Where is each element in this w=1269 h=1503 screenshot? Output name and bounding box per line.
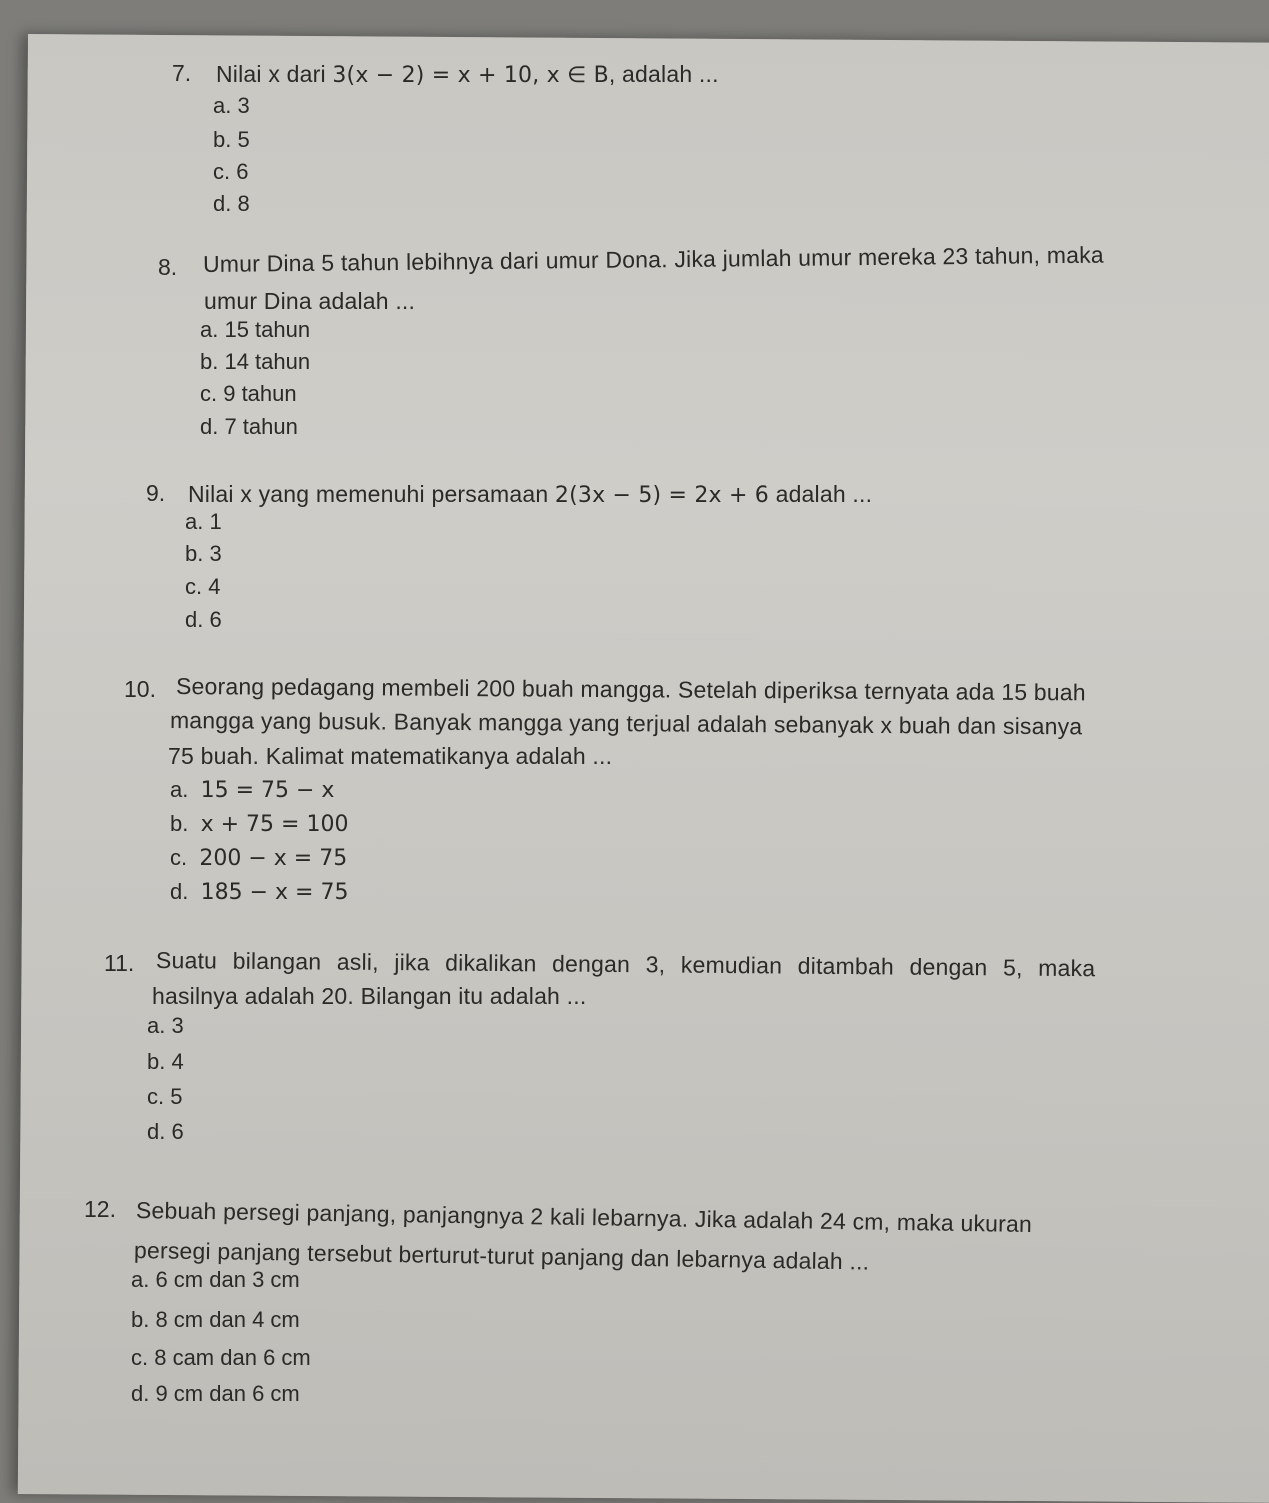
- option-equation: 15 = 75 − x: [200, 778, 335, 803]
- question-number: 12.: [84, 1196, 116, 1222]
- question-text: [188, 480, 872, 510]
- option-c: c. 9 tahun: [200, 381, 297, 406]
- question-text-part: adalah ...: [768, 481, 873, 507]
- option-b: [170, 810, 348, 839]
- question-text-line-2: mangga yang busuk. Banyak mangga yang terjual adalah sebanyak x buah dan sisanya: [169, 707, 1083, 740]
- option-a: a. 3: [213, 93, 250, 118]
- option-a: a. 6 cm dan 3 cm: [131, 1267, 300, 1292]
- option-b: b. 3: [185, 541, 222, 566]
- question-number: 7.: [172, 60, 192, 86]
- question-text-line-3: 75 buah. Kalimat matematikanya adalah ...: [168, 743, 613, 769]
- option-d: d. 7 tahun: [200, 414, 298, 439]
- option-label: a.: [170, 777, 189, 802]
- question-number: 11.: [104, 950, 135, 976]
- question-text-line-2: umur Dina adalah ...: [204, 288, 416, 314]
- option-c: [170, 844, 347, 873]
- option-label: d.: [170, 879, 189, 904]
- option-b: b. 8 cm dan 4 cm: [131, 1307, 300, 1332]
- equation: 3(x − 2) = x + 10, x ∈ B: [332, 63, 609, 88]
- option-d: [170, 878, 348, 907]
- option-a: a. 3: [147, 1013, 184, 1038]
- question-text-part: Nilai x dari: [216, 61, 333, 87]
- option-d: d. 6: [147, 1119, 184, 1144]
- option-c: c. 4: [185, 574, 221, 599]
- question-text-line-1: Umur Dina 5 tahun lebihnya dari umur Dona. Jika jumlah umur mereka 23 tahun, maka: [202, 241, 1104, 277]
- option-label: c.: [170, 845, 188, 870]
- option-c: c. 5: [147, 1084, 183, 1109]
- option-equation: x + 75 = 100: [200, 812, 349, 837]
- question-text-line-2: hasilnya adalah 20. Bilangan itu adalah ...: [152, 983, 587, 1009]
- question-text-line-1: Suatu bilangan asli, jika dikalikan dengan 3, kemudian ditambah dengan 5, maka: [155, 947, 1096, 982]
- option-c: c. 8 cam dan 6 cm: [131, 1345, 311, 1370]
- option-a: a. 15 tahun: [200, 317, 311, 342]
- option-equation: 200 − x = 75: [199, 846, 348, 871]
- question-text: [216, 60, 719, 90]
- question-number: 9.: [146, 480, 166, 506]
- question-text-part: Nilai x yang memenuhi persamaan: [188, 481, 555, 507]
- equation: 2(3x − 5) = 2x + 6: [554, 483, 769, 508]
- option-c: c. 6: [213, 159, 249, 184]
- question-text-line-1: Seorang pedagang membeli 200 buah mangga. Setelah diperiksa ternyata ada 15 buah: [175, 673, 1086, 706]
- question-text-part: , adalah ...: [608, 61, 719, 87]
- option-b: b. 4: [147, 1049, 184, 1074]
- option-b: b. 14 tahun: [200, 349, 311, 374]
- question-number: 8.: [158, 254, 178, 280]
- question-text-line-1: Sebuah persegi panjang, panjangnya 2 kali lebarnya. Jika adalah 24 cm, maka ukuran: [135, 1197, 1033, 1238]
- question-number: 10.: [124, 676, 156, 702]
- option-d: d. 9 cm dan 6 cm: [131, 1381, 300, 1406]
- option-a: [170, 776, 334, 805]
- option-d: d. 8: [213, 191, 250, 216]
- option-a: a. 1: [185, 509, 222, 534]
- option-label: b.: [170, 811, 189, 836]
- question-text-line-2: persegi panjang tersebut berturut-turut panjang dan lebarnya adalah ...: [133, 1237, 870, 1275]
- option-b: b. 5: [213, 127, 250, 152]
- option-d: d. 6: [185, 607, 222, 632]
- option-equation: 185 − x = 75: [200, 880, 349, 905]
